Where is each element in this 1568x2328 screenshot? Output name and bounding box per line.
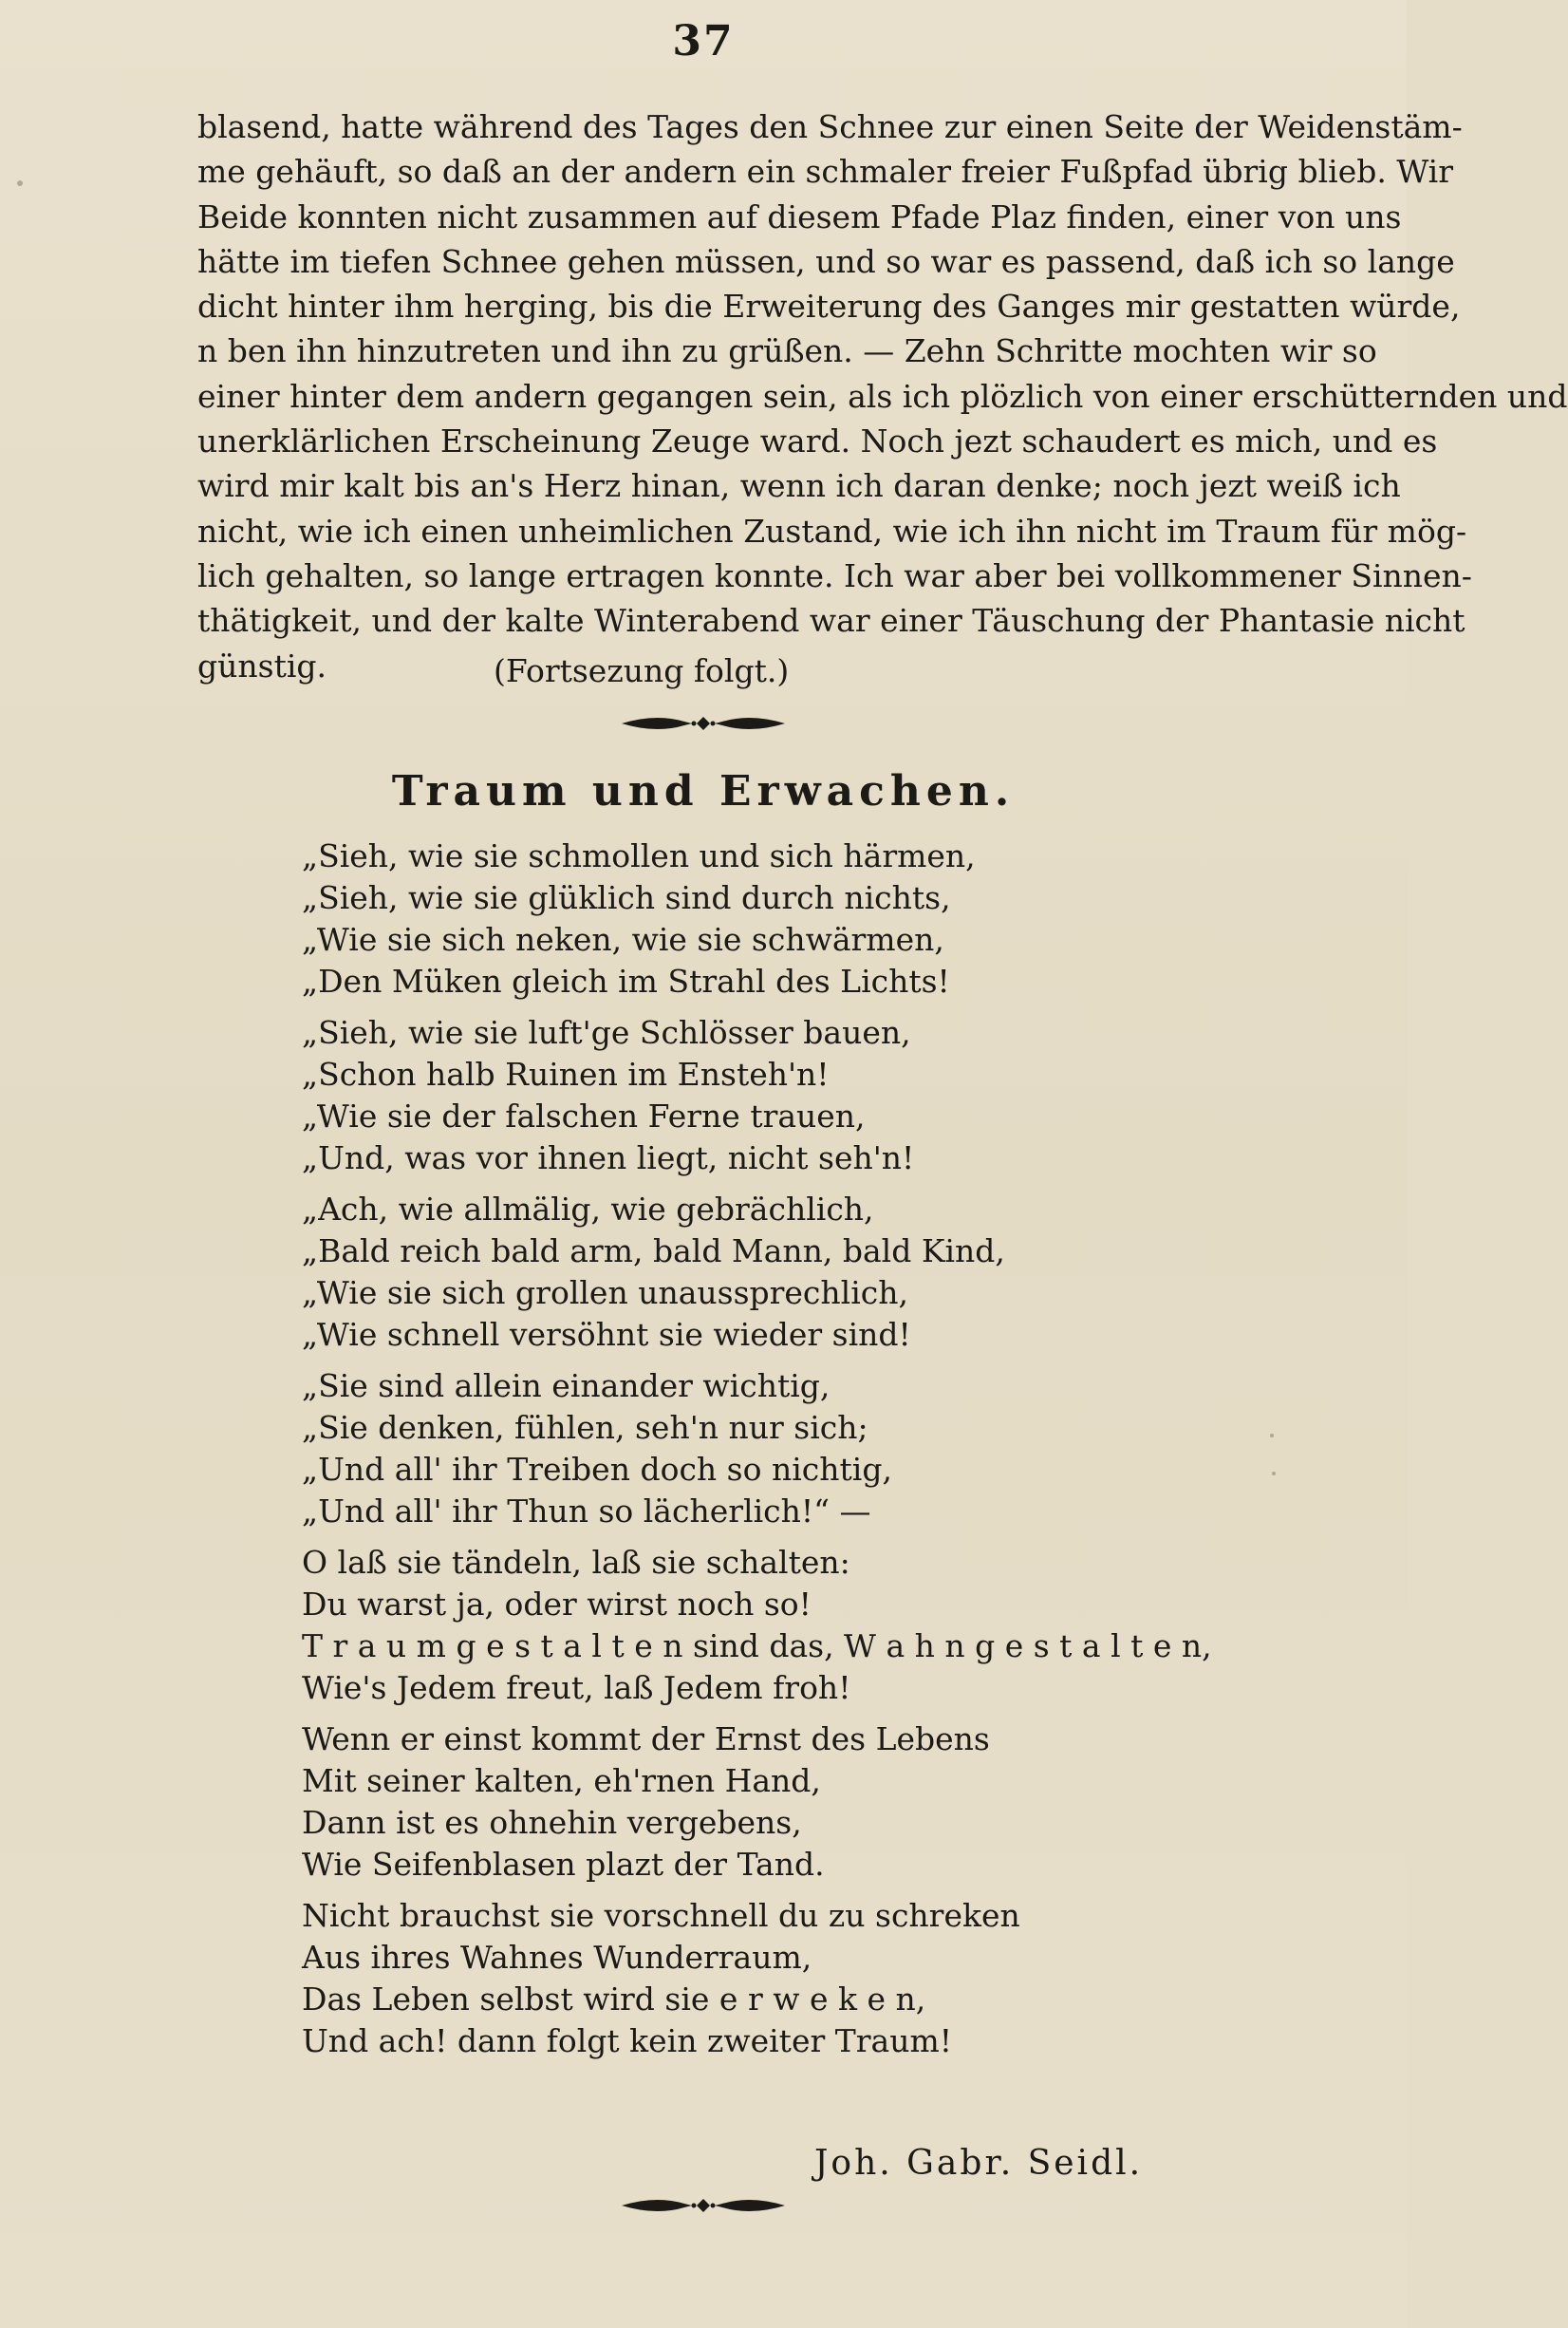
prose-line: hätte im tiefen Schnee gehen müssen, und so war es passend, daß ich so lange	[197, 242, 1455, 280]
page-number: 37	[672, 17, 735, 66]
verse-line: „Und all' ihr Thun so lächerlich!“ —	[302, 1493, 871, 1530]
verse-line: „Und all' ihr Treiben doch so nichtig,	[302, 1451, 892, 1488]
paper-speck	[1272, 1472, 1276, 1475]
ornament-icon	[618, 2191, 789, 2220]
continuation-note: (Fortsezung folgt.)	[494, 652, 790, 689]
prose-block	[197, 104, 1568, 688]
stanza	[302, 1718, 1232, 1886]
prose-line: lich gehalten, so lange ertragen konnte. Ich war aber bei vollkommener Sinnen-	[197, 556, 1472, 594]
ornament-icon	[618, 709, 789, 738]
verse-line: Wie Seifenblasen plazt der Tand.	[302, 1846, 825, 1883]
verse-line: O laß sie tändeln, laß sie schalten:	[302, 1544, 850, 1581]
stanza	[302, 835, 1232, 1003]
verse-line: „Wie sie sich neken, wie sie schwärmen,	[302, 921, 944, 958]
verse-line: Wenn er einst kommt der Ernst des Lebens	[302, 1720, 990, 1757]
prose-line: Beide konnten nicht zusammen auf diesem Pfade Plaz finden, einer von uns	[197, 197, 1402, 235]
stanza	[302, 1189, 1232, 1356]
verse-line: „Wie sie sich grollen unaussprechlich,	[302, 1274, 909, 1311]
verse-line: „Ach, wie allmälig, wie gebrächlich,	[302, 1191, 874, 1228]
verse-line: Dann ist es ohnehin vergebens,	[302, 1804, 802, 1841]
verse-line: „Schon halb Ruinen im Ensteh'n!	[302, 1056, 830, 1093]
prose-line: blasend, hatte während des Tages den Schnee zur einen Seite der Weidenstäm-	[197, 108, 1463, 145]
verse-line: „Sie denken, fühlen, seh'n nur sich;	[302, 1409, 868, 1446]
verse-line: „Und, was vor ihnen liegt, nicht seh'n!	[302, 1139, 915, 1176]
verse-line: „Bald reich bald arm, bald Mann, bald Kind,	[302, 1232, 1005, 1269]
verse-line: „Wie sie der falschen Ferne trauen,	[302, 1098, 866, 1135]
verse-line: T r a u m g e s t a l t e n sind das, W a h n g e s t a l t e n,	[302, 1627, 1212, 1664]
verse-line: Nicht brauchst sie vorschnell du zu schreken	[302, 1897, 1020, 1934]
prose-line: wird mir kalt bis an's Herz hinan, wenn ich daran denke; noch jezt weiß ich	[197, 467, 1401, 505]
stanza	[302, 1895, 1232, 2062]
stanza	[302, 1365, 1232, 1532]
prose-line: unerklärlichen Erscheinung Zeuge ward. Noch jezt schaudert es mich, und es	[197, 422, 1438, 460]
stanza	[302, 1012, 1232, 1179]
verse-line: „Sieh, wie sie glüklich sind durch nichts,	[302, 879, 951, 916]
prose-line: n ben ihn hinzutreten und ihn zu grüßen. — Zehn Schritte mochten wir so	[197, 332, 1377, 370]
prose-line: einer hinter dem andern gegangen sein, als ich plözlich von einer erschütternden und	[197, 377, 1568, 415]
prose-line: günstig.	[197, 647, 327, 685]
paper-speck	[17, 180, 23, 186]
verse-line: „Wie schnell versöhnt sie wieder sind!	[302, 1316, 911, 1353]
prose-line: thätigkeit, und der kalte Winterabend war einer Täuschung der Phantasie nicht	[197, 602, 1465, 640]
verse-line: Mit seiner kalten, eh'rnen Hand,	[302, 1762, 821, 1799]
verse-line: „Sieh, wie sie luft'ge Schlösser bauen,	[302, 1014, 911, 1051]
prose-line: me gehäuft, so daß an der andern ein schmaler freier Fußpfad übrig blieb. Wir	[197, 153, 1454, 191]
verse-line: Das Leben selbst wird sie e r w e k e n,	[302, 1981, 926, 2018]
verse-line: Wie's Jedem freut, laß Jedem froh!	[302, 1669, 851, 1706]
ornament-divider-top	[0, 709, 1407, 738]
verse-line: „Den Müken gleich im Strahl des Lichts!	[302, 963, 950, 1000]
verse-line: „Sieh, wie sie schmollen und sich härmen,	[302, 837, 976, 874]
poem-author: Joh. Gabr. Seidl.	[814, 2144, 1144, 2183]
poem-body	[302, 835, 1232, 2072]
verse-line: Und ach! dann folgt kein zweiter Traum!	[302, 2022, 953, 2059]
verse-line: „Sie sind allein einander wichtig,	[302, 1367, 831, 1404]
prose-line: dicht hinter ihm herging, bis die Erweiterung des Ganges mir gestatten würde,	[197, 288, 1461, 326]
poem-title: Traum und Erwachen.	[391, 767, 1016, 816]
prose-line: nicht, wie ich einen unheimlichen Zustand, wie ich ihn nicht im Traum für mög-	[197, 512, 1467, 550]
stanza	[302, 1542, 1232, 1709]
verse-line: Du warst ja, oder wirst noch so!	[302, 1586, 812, 1623]
paper-speck	[1270, 1434, 1274, 1437]
ornament-divider-bottom	[0, 2191, 1407, 2220]
verse-line: Aus ihres Wahnes Wunderraum,	[302, 1939, 812, 1976]
